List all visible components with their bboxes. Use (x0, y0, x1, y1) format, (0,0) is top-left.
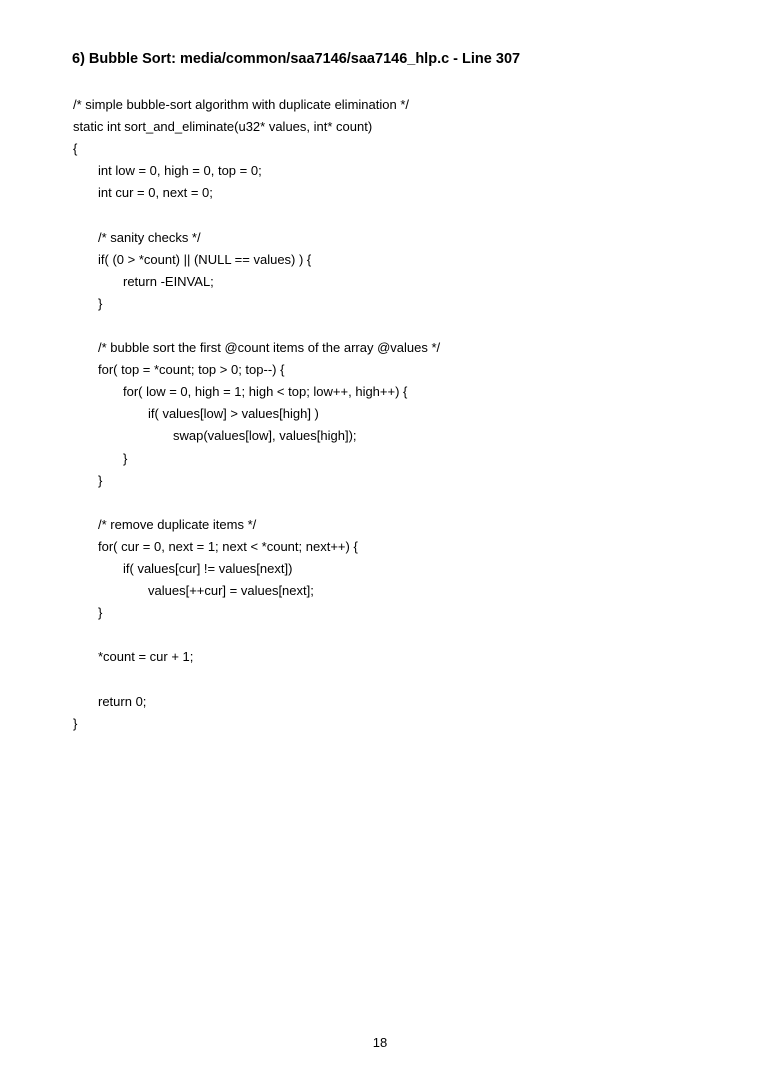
code-line (73, 204, 440, 226)
code-line: return 0; (98, 693, 147, 709)
section-heading: 6) Bubble Sort: media/common/saa7146/saa7146_hlp.c - Line 307 (72, 51, 521, 67)
code-line (73, 492, 440, 514)
code-listing (73, 94, 440, 735)
code-line: } (98, 295, 103, 311)
code-line: for( top = *count; top > 0; top--) { (98, 362, 285, 378)
code-line: if( values[cur] != values[next]) (123, 560, 293, 576)
code-line: } (123, 450, 128, 466)
code-line: } (98, 472, 103, 488)
code-line: values[++cur] = values[next]; (148, 583, 314, 599)
code-line: /* sanity checks */ (98, 229, 201, 245)
code-line: static int sort_and_eliminate(u32* values, int* count) (73, 119, 373, 135)
code-line: /* remove duplicate items */ (98, 516, 257, 532)
code-line: if( (0 > *count) || (NULL == values) ) { (98, 251, 312, 267)
code-line: /* bubble sort the first @count items of the array @values */ (98, 340, 441, 356)
code-line: { (73, 141, 78, 157)
code-line: if( values[low] > values[high] ) (148, 406, 319, 422)
code-line: return -EINVAL; (123, 273, 214, 289)
code-line: /* simple bubble-sort algorithm with duplicate elimination */ (73, 97, 409, 112)
code-line: swap(values[low], values[high]); (173, 428, 357, 444)
code-line (73, 315, 440, 337)
code-line: *count = cur + 1; (98, 649, 194, 665)
code-line: } (73, 715, 78, 731)
code-line (73, 624, 440, 646)
code-line: int low = 0, high = 0, top = 0; (98, 163, 262, 179)
code-line: for( cur = 0, next = 1; next < *count; next++) { (98, 538, 358, 554)
code-line: } (98, 605, 103, 621)
code-line: int cur = 0, next = 0; (98, 185, 213, 201)
code-line (73, 668, 440, 690)
page-number: 18 (372, 1035, 388, 1050)
code-line: for( low = 0, high = 1; high < top; low++, high++) { (123, 384, 408, 400)
